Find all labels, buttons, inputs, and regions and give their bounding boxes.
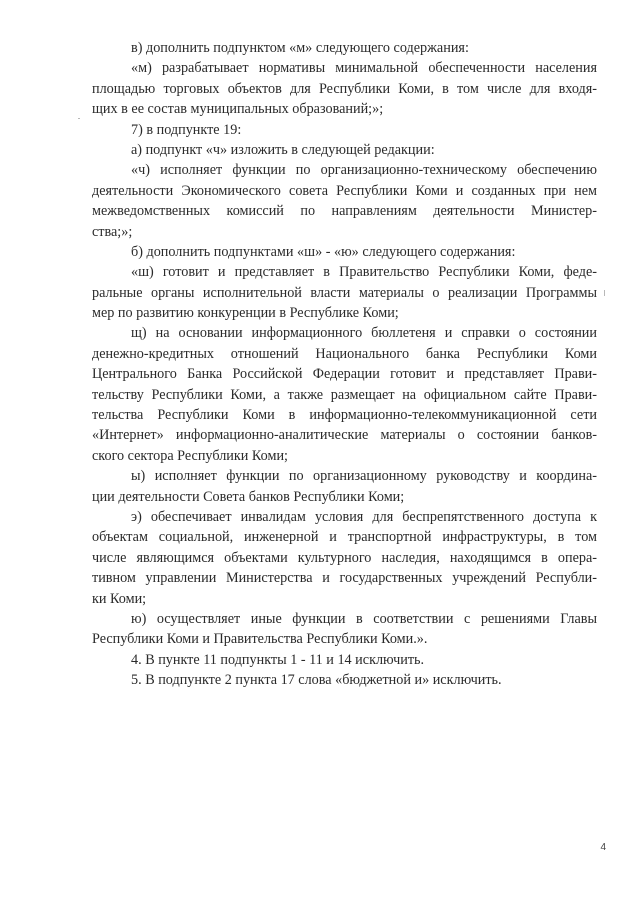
document-line: щих в ее состав муниципальных образований;»; (92, 101, 384, 118)
document-line: 7) в подпункте 19: (131, 121, 242, 138)
document-line: ского сектора Республики Коми; (92, 447, 288, 464)
scan-artifact (604, 290, 605, 296)
document-line: денежно-кредитных отношений Национального банка Республики Коми (92, 345, 597, 362)
document-line: в) дополнить подпунктом «м» следующего содержания: (131, 40, 469, 56)
document-line: 5. В подпункте 2 пункта 17 слова «бюджетной и» исключить. (131, 672, 502, 689)
document-line: б) дополнить подпунктами «ш» - «ю» следующего содержания: (131, 243, 516, 260)
document-line: ральные органы исполнительной власти материалы о реализации Программы (92, 284, 597, 301)
document-line: тивном управлении Министерства и государственных учреждений Республи- (92, 570, 597, 587)
document-line: Центрального Банка Российской Федерации готовит и представляет Прави- (92, 366, 597, 383)
document-line: «Интернет» информационно-аналитические материалы о состоянии банков- (92, 427, 597, 444)
document-line: ства;»; (92, 223, 133, 240)
document-line: Республики Коми и Правительства Республики Коми.». (92, 631, 428, 648)
document-line: ции деятельности Совета банков Республики Коми; (92, 488, 405, 505)
document-line: «ш) готовит и представляет в Правительство Республики Коми, феде- (131, 264, 597, 281)
document-line: щ) на основании информационного бюллетеня и справки о состоянии (131, 325, 597, 342)
document-line: межведомственных комиссий по направлениям деятельности Министер- (92, 203, 597, 220)
document-body (92, 38, 597, 691)
document-line: деятельности Экономического совета Республики Коми и созданных при нем (92, 182, 597, 199)
document-line: ы) исполняет функции по организационному руководству и координа- (131, 468, 597, 485)
document-line: площадью торговых объектов для Республики Коми, в том числе для входя- (92, 80, 597, 97)
document-line: ки Коми; (92, 590, 147, 607)
document-line: а) подпункт «ч» изложить в следующей редакции: (131, 141, 435, 158)
document-line: 4. В пункте 11 подпункты 1 - 11 и 14 исключить. (131, 651, 425, 668)
document-line: ю) осуществляет иные функции в соответствии с решениями Главы (131, 610, 597, 627)
document-line: объектам социальной, инженерной и транспортной инфраструктуры, в том (92, 529, 597, 546)
document-line: числе являющимся объектами культурного наследия, находящимся в опера- (92, 549, 597, 566)
document-line: «м) разрабатывает нормативы минимальной обеспеченности населения (131, 60, 597, 77)
document-line: «ч) исполняет функции по организационно-техническому обеспечению (131, 162, 597, 179)
document-line: э) обеспечивает инвалидам условия для беспрепятственного доступа к (131, 508, 597, 525)
document-line: тельству Республики Коми, а также размещает на официальном сайте Прави- (92, 386, 597, 403)
scan-artifact (78, 118, 80, 119)
page-number: 4 (600, 842, 606, 853)
document-line: мер по развитию конкуренции в Республике Коми; (92, 305, 399, 322)
document-line: тельства Республики Коми в информационно-телекоммуникационной сети (92, 407, 597, 424)
